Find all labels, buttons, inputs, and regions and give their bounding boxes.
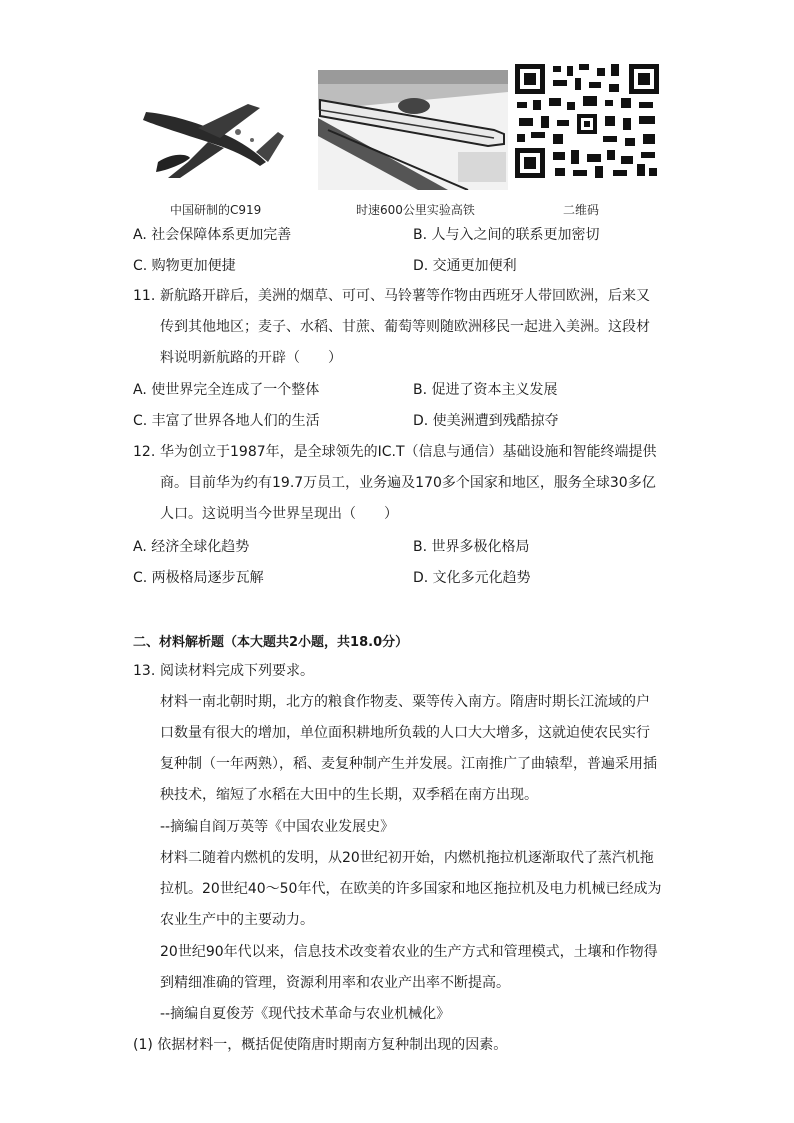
c919-airplane-photo xyxy=(128,92,288,184)
qr-caption: 二维码 xyxy=(563,203,600,217)
q12-option-a: A. 经济全球化趋势 xyxy=(133,539,250,555)
q10-option-c: C. 购物更加便捷 xyxy=(133,258,236,274)
q13-material-1: 材料一南北朝时期，北方的粮食作物麦、粟等传入南方。隋唐时期长江流域的户口数量有很大的增加，单位面积耕地所负载的人口大大增多，这就迫使农民实行复种制（一年两熟），稻、麦复种制产生并发展。江南推广了曲辕犁，普遍采用插秧技术，缩短了水稻在大田中的生长期，双季稻在南方出现。 xyxy=(160,694,657,803)
q12-option-d: D. 文化多元化趋势 xyxy=(413,570,531,586)
q13-source-2: --摘编自夏俊芳《现代技术革命与农业机械化》 xyxy=(160,1006,451,1022)
q13-intro: 阅读材料完成下列要求。 xyxy=(160,663,314,679)
train-caption: 时速600公里实验高铁 xyxy=(356,203,475,217)
q10-option-a: A. 社会保障体系更加完善 xyxy=(133,227,292,243)
q11-number: 11. xyxy=(133,288,156,304)
q13-source-1: --摘编自阎万英等《中国农业发展史》 xyxy=(160,819,395,835)
q10-option-d: D. 交通更加便利 xyxy=(413,258,517,274)
q12-option-c: C. 两极格局逐步瓦解 xyxy=(133,570,264,586)
q13-material-2: 材料二随着内燃机的发明，从20世纪初开始，内燃机拖拉机逐渐取代了蒸汽机拖拉机。20世纪40～50年代，在欧美的许多国家和地区拖拉机及电力机械已经成为农业生产中的主要动力。 xyxy=(160,850,662,928)
qr-code-image xyxy=(513,62,661,180)
q12-number: 12. xyxy=(133,444,156,460)
high-speed-train-photo xyxy=(318,70,508,190)
q13-sub-question-1: (1) 依据材料一，概括促使隋唐时期南方复种制出现的因素。 xyxy=(133,1037,508,1053)
q11-option-d: D. 使美洲遭到残酷掠夺 xyxy=(413,413,559,429)
q12-stem: 华为创立于1987年，是全球领先的IC.T（信息与通信）基础设施和智能终端提供商。目前华为约有19.7万员工，业务遍及170多个国家和地区，服务全球30多亿人口。这说明当今世界呈现出（ ） xyxy=(160,444,657,522)
q11-option-c: C. 丰富了世界各地人们的生活 xyxy=(133,413,320,429)
q11-option-a: A. 使世界完全连成了一个整体 xyxy=(133,382,320,398)
q13-number: 13. xyxy=(133,663,156,679)
q11-option-b: B. 促进了资本主义发展 xyxy=(413,382,558,398)
section-2-title: 二、材料解析题（本大题共2小题，共18.0分） xyxy=(133,635,409,650)
q13-material-2b: 20世纪90年代以来，信息技术改变着农业的生产方式和管理模式，土壤和作物得到精细准确的管理，资源利用率和农业产出率不断提高。 xyxy=(160,944,658,991)
q12-option-b: B. 世界多极化格局 xyxy=(413,539,530,555)
q10-option-b: B. 人与入之间的联系更加密切 xyxy=(413,227,600,243)
c919-caption: 中国研制的C919 xyxy=(170,203,262,217)
q11-stem: 新航路开辟后，美洲的烟草、可可、马铃薯等作物由西班牙人带回欧洲，后来又传到其他地区；麦子、水稻、甘蔗、葡萄等则随欧洲移民一起进入美洲。这段材料说明新航路的开辟（ ） xyxy=(160,288,650,366)
